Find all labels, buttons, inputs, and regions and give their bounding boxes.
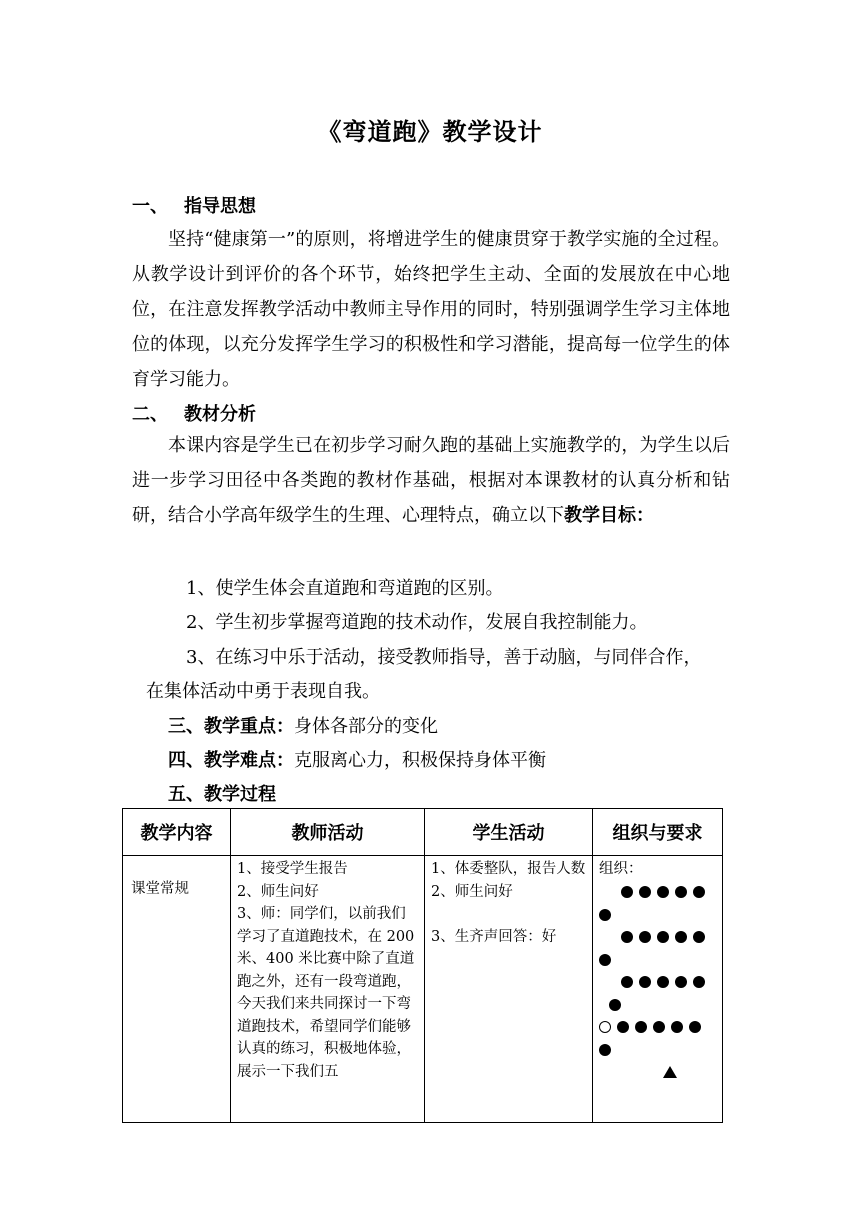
document-title: 《弯道跑》教学设计 — [317, 117, 543, 146]
table-header-cell: 学生活动 — [425, 809, 593, 856]
material-analysis-paragraph — [132, 428, 730, 533]
student-dot-icon — [599, 909, 611, 921]
section-heading-1 — [132, 192, 256, 218]
teaching-focus-label: 三、教学重点： — [168, 716, 294, 737]
objective-item: 3、在练习中乐于活动，接受教师指导，善于动脑，与同伴合作， — [186, 647, 702, 668]
table-row — [123, 856, 723, 1123]
formation-row — [599, 948, 716, 971]
teaching-focus — [168, 709, 438, 744]
formation-row — [599, 1016, 716, 1039]
formation-row — [599, 993, 716, 1016]
student-dot-icon — [621, 931, 633, 943]
formation-row — [599, 881, 716, 904]
student-dot-icon — [621, 886, 633, 898]
student-dot-icon — [657, 886, 669, 898]
student-activity-spacer — [431, 903, 586, 926]
student-dot-icon — [693, 886, 705, 898]
teaching-difficulty — [168, 743, 546, 778]
student-dot-icon — [675, 931, 687, 943]
student-dot-icon — [671, 1021, 683, 1033]
table-header-cell: 组织与要求 — [593, 809, 723, 856]
student-activity-cell — [425, 856, 593, 1123]
teaching-difficulty-text: 克服离心力，积极保持身体平衡 — [294, 750, 546, 771]
content-cell: 课堂常规 — [123, 856, 231, 1123]
table-header-cell: 教师活动 — [231, 809, 425, 856]
organization-cell — [593, 856, 723, 1123]
teacher-triangle-icon — [663, 1066, 677, 1078]
objectives-lead: 教学目标： — [564, 505, 654, 526]
teaching-process-table — [122, 808, 723, 1123]
organization-label: 组织： — [599, 861, 643, 877]
student-dot-icon — [689, 1021, 701, 1033]
section-title: 指导思想 — [184, 196, 256, 217]
teacher-activity-item: 3、师：同学们，以前我们学习了直道跑技术，在 200 米、400 米比赛中除了直道跑之外，还有一段弯道跑，今天我们来共同探讨一下弯道跑技术，希望同学们能够认真的练习，积极地体验，展示一下我们五 — [237, 906, 415, 1080]
formation-row — [599, 926, 716, 949]
teaching-process-heading: 五、教学过程 — [168, 784, 276, 805]
student-dot-icon — [609, 999, 621, 1011]
teacher-activity-item: 2、师生问好 — [237, 883, 319, 900]
student-activity-item: 3、生齐声回答：好 — [431, 928, 557, 945]
formation-row — [599, 1038, 716, 1061]
formation-diagram — [599, 881, 716, 1084]
student-dot-icon — [675, 976, 687, 988]
student-dot-icon — [657, 976, 669, 988]
formation-row — [599, 971, 716, 994]
section-title: 教材分析 — [184, 404, 256, 425]
teaching-focus-text: 身体各部分的变化 — [294, 716, 438, 737]
student-dot-icon — [635, 1021, 647, 1033]
student-dot-icon — [621, 976, 633, 988]
student-dot-icon — [675, 886, 687, 898]
student-dot-icon — [599, 1044, 611, 1056]
formation-row — [599, 903, 716, 926]
section-number: 二、 — [132, 404, 168, 425]
table-header-cell: 教学内容 — [123, 809, 231, 856]
teaching-difficulty-label: 四、教学难点： — [168, 750, 294, 771]
student-dot-icon — [653, 1021, 665, 1033]
objective-item: 2、学生初步掌握弯道跑的技术动作，发展自我控制能力。 — [186, 612, 648, 633]
material-analysis-text: 本课内容是学生已在初步学习耐久跑的基础上实施教学的，为学生以后进一步学习田径中各类跑的教材作基础，根据对本课教材的认真分析和钻研，结合小学高年级学生的生理、心理特点，确立以下 — [132, 435, 730, 526]
student-dot-icon — [639, 976, 651, 988]
section-heading-2 — [132, 400, 256, 426]
student-activity-item: 1、体委整队，报告人数 — [431, 861, 586, 877]
student-activity-item: 2、师生问好 — [431, 883, 513, 900]
section-number: 一、 — [132, 196, 168, 217]
student-dot-icon — [639, 931, 651, 943]
objective-item-continued: 在集体活动中勇于表现自我。 — [146, 681, 380, 702]
table-header-row — [123, 809, 723, 856]
objective-item: 1、使学生体会直道跑和弯道跑的区别。 — [186, 578, 504, 599]
guiding-ideology-paragraph: 坚持“健康第一”的原则，将增进学生的健康贯穿于教学实施的全过程。从教学设计到评价的各个环节，始终把学生主动、全面的发展放在中心地位，在注意发挥教学活动中教师主导作用的同时，特别强调学生学习主体地位的体现，以充分发挥学生学习的积极性和学习潜能，提高每一位学生的体育学习能力。 — [132, 229, 730, 390]
student-dot-icon — [693, 976, 705, 988]
student-dot-icon — [599, 954, 611, 966]
teacher-activity-item: 1、接受学生报告 — [237, 861, 348, 877]
monitor-circle-icon — [599, 1021, 611, 1033]
student-dot-icon — [617, 1021, 629, 1033]
student-dot-icon — [657, 931, 669, 943]
student-dot-icon — [639, 886, 651, 898]
formation-row — [599, 1061, 716, 1084]
student-dot-icon — [693, 931, 705, 943]
teacher-activity-cell — [231, 856, 425, 1123]
